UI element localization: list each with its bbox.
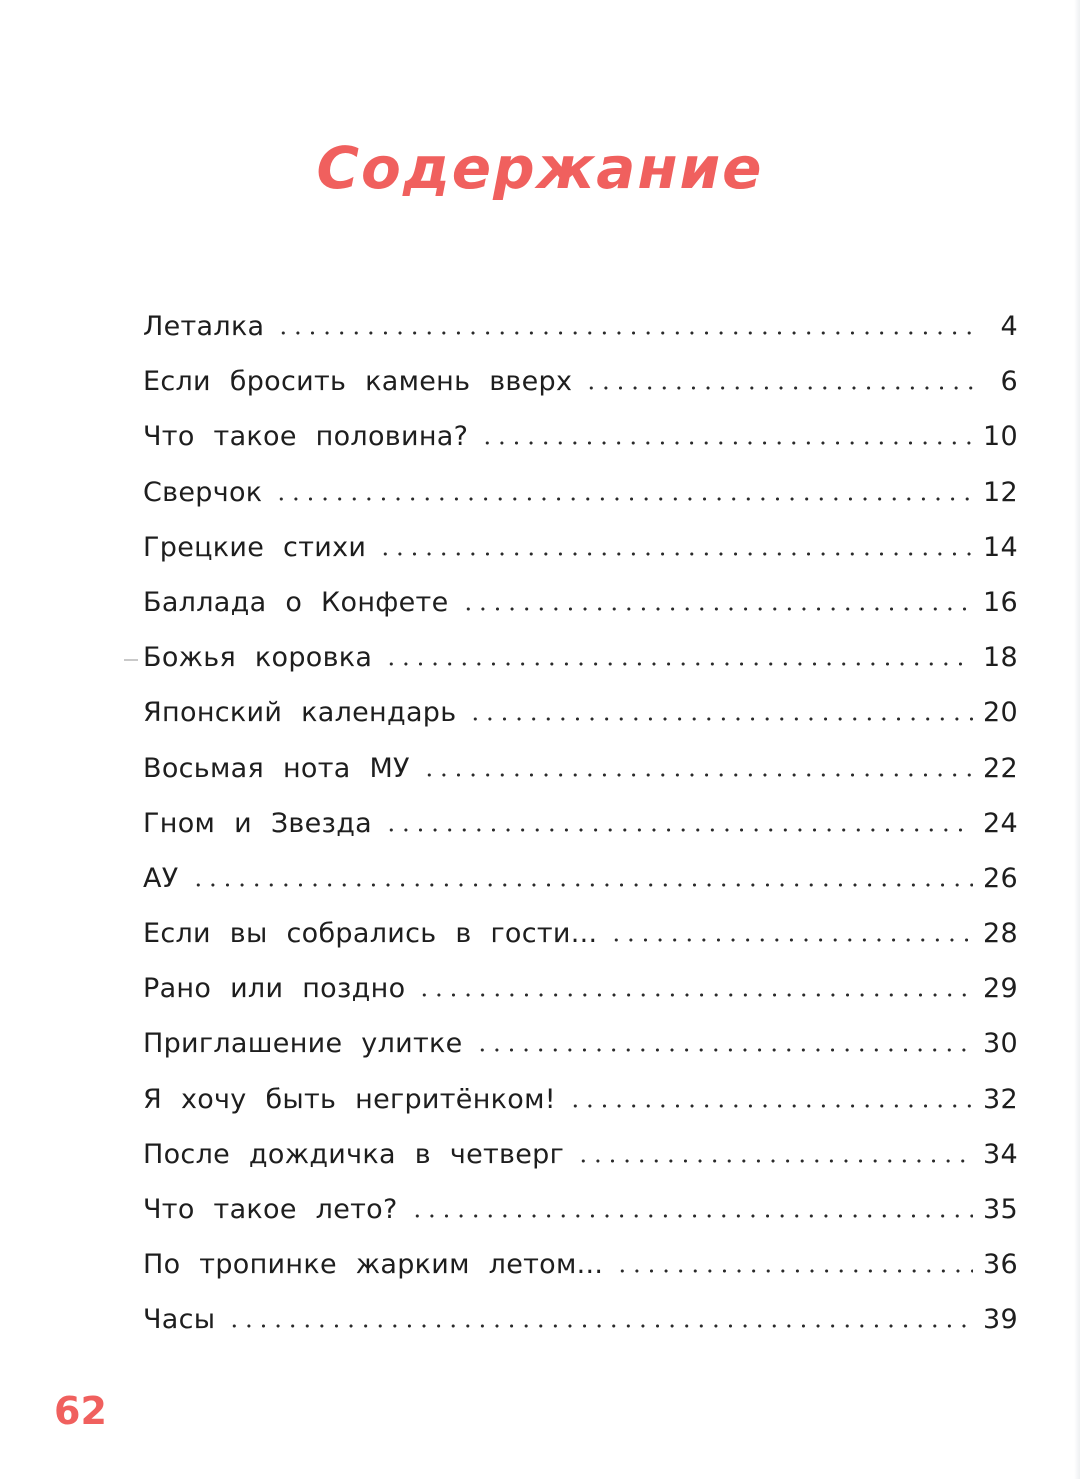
toc-leader-dots: [384, 828, 973, 832]
toc-entry-page: 30: [983, 1028, 1018, 1060]
page-edge-shadow: [1074, 0, 1080, 1479]
toc-entry-title: Гном и Звезда: [143, 807, 373, 839]
toc-leader-dots: [276, 331, 974, 335]
toc-entry-page: 22: [983, 752, 1018, 784]
toc-entry-title: Баллада о Конфете: [143, 586, 449, 618]
toc-entry-page: 20: [983, 697, 1018, 729]
toc-entry[interactable]: [143, 532, 1018, 587]
toc-entry-page: 36: [983, 1249, 1018, 1281]
toc-entry[interactable]: [143, 753, 1018, 808]
toc-entry-title: Рано или поздно: [143, 973, 406, 1005]
toc-entry-page: 39: [983, 1304, 1018, 1336]
toc-leader-dots: [615, 1269, 973, 1273]
toc-entry-page: 29: [983, 973, 1018, 1005]
toc-entry[interactable]: [143, 1249, 1018, 1304]
toc-entry-page: 16: [983, 586, 1018, 618]
toc-entry-title: Что такое лето?: [143, 1194, 398, 1225]
page-number: 62: [54, 1389, 107, 1433]
page-title: Содержание: [316, 133, 764, 202]
toc-entry-title: Если бросить камень вверх: [143, 366, 573, 398]
toc-leader-dots: [384, 662, 973, 666]
toc-entry-page: 28: [983, 918, 1018, 950]
toc-entry[interactable]: [143, 697, 1018, 752]
toc-leader-dots: [480, 441, 973, 445]
toc-entry-page: 4: [1000, 311, 1018, 342]
toc-entry-title: По тропинке жарким летом...: [143, 1249, 604, 1281]
toc-leader-dots: [468, 717, 973, 721]
toc-leader-dots: [410, 1214, 973, 1218]
toc-entry[interactable]: [143, 421, 1018, 476]
toc-entry[interactable]: [143, 808, 1018, 863]
toc-entry-title: Часы: [143, 1304, 216, 1336]
toc-entry-title: Грецкие стихи: [143, 531, 367, 563]
toc-entry-page: 35: [983, 1194, 1018, 1225]
toc-leader-dots: [576, 1159, 973, 1163]
toc-entry[interactable]: [143, 366, 1018, 421]
toc-leader-dots: [461, 607, 974, 611]
toc-entry[interactable]: [143, 477, 1018, 532]
toc-leader-dots: [422, 773, 973, 777]
toc-leader-dots: [609, 938, 973, 942]
toc-entry-page: 24: [983, 807, 1018, 839]
table-of-contents: [143, 311, 1018, 1360]
toc-entry-page: 6: [1000, 366, 1018, 398]
toc-entry-page: 18: [983, 642, 1018, 674]
toc-entry[interactable]: [143, 1139, 1018, 1194]
toc-entry-title: После дождичка в четверг: [143, 1138, 565, 1170]
toc-entry-page: 14: [983, 531, 1018, 563]
toc-leader-dots: [378, 552, 973, 556]
toc-entry-title: Если вы собрались в гости...: [143, 918, 598, 950]
toc-entry-page: 34: [983, 1138, 1018, 1170]
toc-entry-title: Японский календарь: [143, 697, 457, 729]
toc-leader-dots: [584, 386, 974, 390]
toc-entry[interactable]: [143, 642, 1018, 697]
scan-mark: [124, 659, 138, 661]
toc-entry-title: Что такое половина?: [143, 421, 469, 453]
toc-leader-dots: [274, 497, 973, 501]
toc-entry[interactable]: [143, 1084, 1018, 1139]
toc-leader-dots: [475, 1048, 974, 1052]
toc-leader-dots: [417, 993, 973, 997]
toc-entry[interactable]: [143, 1194, 1018, 1249]
toc-entry-page: 32: [983, 1083, 1018, 1115]
toc-entry[interactable]: [143, 863, 1018, 918]
toc-leader-dots: [191, 883, 974, 887]
toc-entry-title: Я хочу быть негритёнком!: [143, 1083, 556, 1115]
toc-entry[interactable]: [143, 973, 1018, 1028]
toc-entry-page: 12: [983, 476, 1018, 508]
toc-entry[interactable]: [143, 311, 1018, 366]
toc-entry[interactable]: [143, 1028, 1018, 1083]
toc-entry-title: Божья коровка: [143, 642, 373, 674]
toc-entry[interactable]: [143, 918, 1018, 973]
toc-entry-title: Приглашение улитке: [143, 1028, 463, 1060]
toc-entry-title: Восьмая нота МУ: [143, 752, 410, 784]
toc-entry-page: 10: [983, 421, 1018, 453]
toc-entry-title: АУ: [143, 862, 179, 894]
toc-entry-title: Леталка: [143, 311, 265, 342]
toc-entry-title: Сверчок: [143, 476, 263, 508]
toc-leader-dots: [227, 1324, 973, 1328]
toc-entry-page: 26: [983, 862, 1018, 894]
toc-entry[interactable]: [143, 1304, 1018, 1359]
toc-entry[interactable]: [143, 587, 1018, 642]
toc-leader-dots: [568, 1104, 973, 1108]
